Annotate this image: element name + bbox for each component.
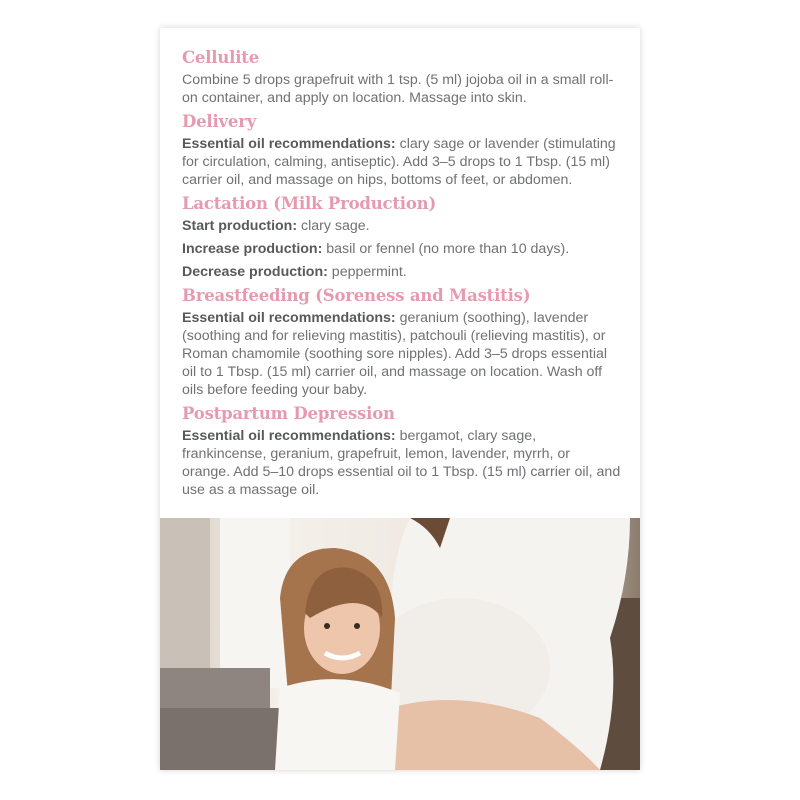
photo-illustration [160, 518, 640, 770]
section-heading: Breastfeeding (Soreness and Mastitis) [182, 286, 531, 305]
paragraph-label: Start production: [182, 218, 298, 234]
section-paragraph [182, 240, 622, 258]
section-paragraph [182, 309, 622, 399]
article-content [182, 48, 622, 504]
section-paragraph [182, 135, 622, 189]
section-cellulite [182, 48, 622, 107]
section-heading: Delivery [182, 112, 257, 131]
section-heading: Lactation (Milk Production) [182, 194, 437, 213]
section-delivery [182, 112, 622, 189]
paragraph-text: clary sage. [297, 218, 370, 234]
paragraph-label: Essential oil recommendations: [182, 310, 396, 326]
section-paragraph [182, 427, 622, 499]
section-heading: Cellulite [182, 48, 260, 67]
paragraph-text: peppermint. [327, 264, 407, 280]
section-lactation-milk-production [182, 194, 622, 281]
paragraph-label: Decrease production: [182, 264, 328, 280]
paragraph-text: clary sage or lavender (stimulating for circulation, calming, antiseptic). Add 3–5 drops to 1 Tbsp. (15 ml) carrier oil, and massage on hips, bottoms of feet, or abdomen. [182, 136, 616, 188]
paragraph-text: basil or fennel (no more than 10 days). [322, 241, 570, 257]
section-paragraph [182, 263, 622, 281]
page-card [160, 28, 640, 770]
paragraph-text: bergamot, clary sage, frankincense, geranium, grapefruit, lemon, lavender, myrrh, or orange. Add 5–10 drops essential oil to 1 Tbsp. (15 ml) carrier oil, and use as a massage oil. [182, 428, 621, 498]
section-breastfeeding-soreness-and-mastitis [182, 286, 622, 399]
photo-girl-hugging-pregnant-belly [160, 518, 640, 770]
section-postpartum-depression [182, 404, 622, 499]
paragraph-label: Essential oil recommendations: [182, 136, 396, 152]
section-heading: Postpartum Depression [182, 404, 395, 423]
paragraph-label: Essential oil recommendations: [182, 428, 396, 444]
section-paragraph [182, 71, 622, 107]
paragraph-label: Increase production: [182, 241, 323, 257]
section-paragraph [182, 217, 622, 235]
paragraph-text: geranium (soothing), lavender (soothing and for relieving mastitis), patchouli (relieving mastitis), or Roman chamomile (soothing sore nipples). Add 3–5 drops essential oil to 1 Tbsp. (15 ml) carrier oil, and massage on location. Wash off oils before feeding your baby. [182, 310, 608, 398]
paragraph-text: Combine 5 drops grapefruit with 1 tsp. (5 ml) jojoba oil in a small roll-on container, and apply on location. Massage into skin. [182, 72, 614, 106]
